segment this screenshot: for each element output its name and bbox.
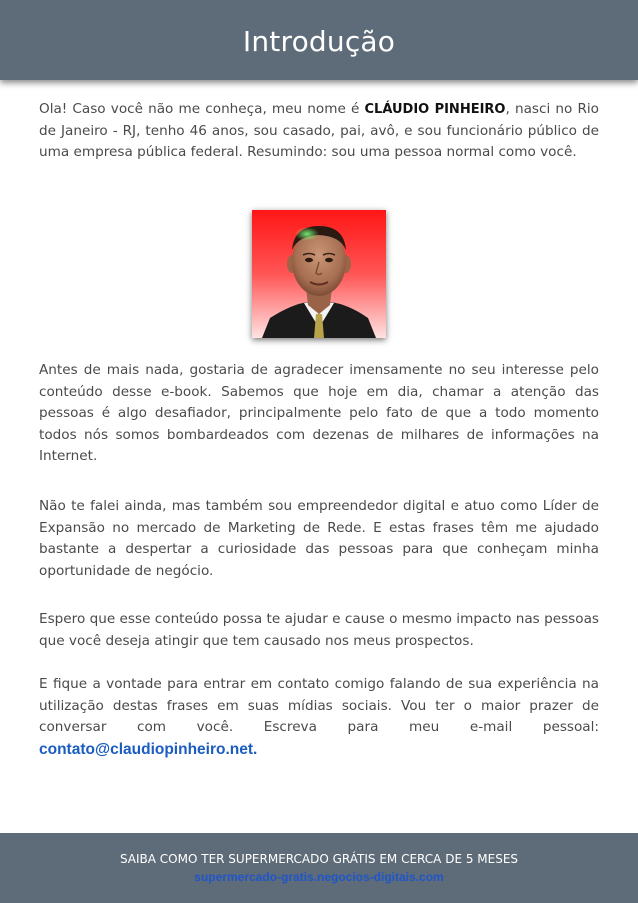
author-photo [252,210,386,338]
author-name: CLÁUDIO PINHEIRO [364,102,506,117]
paragraph-entrepreneur [39,496,599,582]
paragraph-text: Espero que esse conteúdo possa te ajudar e cause o mesmo impacto nas pessoas que você deseja atingir que tem causado nos meus prospectos. [39,611,599,649]
paragraph-text: Antes de mais nada, gostaria de agradecer imensamente no seu interesse pelo conteúdo desse e-book. Sabemos que hoje em dia, chamar a atenção das pessoas é algo desafiador, principalmente pelo fato de que a todo momento todos nós somos bombardeados com dezenas de milhares de informações na Internet. [39,362,599,465]
page-title: Introdução [242,25,396,58]
intro-text-end: , nasci no Rio de Janeiro - RJ, tenho 46 anos, sou casado, pai, avô, e sou funcionário público de uma empresa pública federal. Resumindo: sou uma pessoa normal como você. [39,101,599,161]
email-link[interactable]: contato@claudiopinheiro.net. [39,740,258,758]
paragraph-hope [39,609,599,652]
footer-tagline: SAIBA COMO TER SUPERMERCADO GRÁTIS EM CERCA DE 5 MESES [119,852,519,866]
closing-paragraph [39,674,599,761]
footer-website-link[interactable]: supermercado-gratis.negocios-digitais.com [194,870,444,884]
paragraph-text: Não te falei ainda, mas também sou empreendedor digital e atuo como Líder de Expansão no mercado de Marketing de Rede. E estas frases têm me ajudado bastante a despertar a curiosidade das pessoas para que conheçam minha oportunidade de negócio. [39,498,599,579]
closing-text: E fique a vontade para entrar em contato comigo falando de sua experiência na utilização destas frases em suas mídias sociais. Vou ter o maior prazer de conversar com você. Escreva para meu e-mail pessoal: [39,676,599,736]
page-footer [0,833,638,903]
page-header [0,0,638,80]
intro-paragraph [39,99,599,164]
paragraph-gratitude [39,360,599,468]
author-portrait-image [252,210,386,338]
intro-text-start: Ola! Caso você não me conheça, meu nome é [39,101,365,117]
